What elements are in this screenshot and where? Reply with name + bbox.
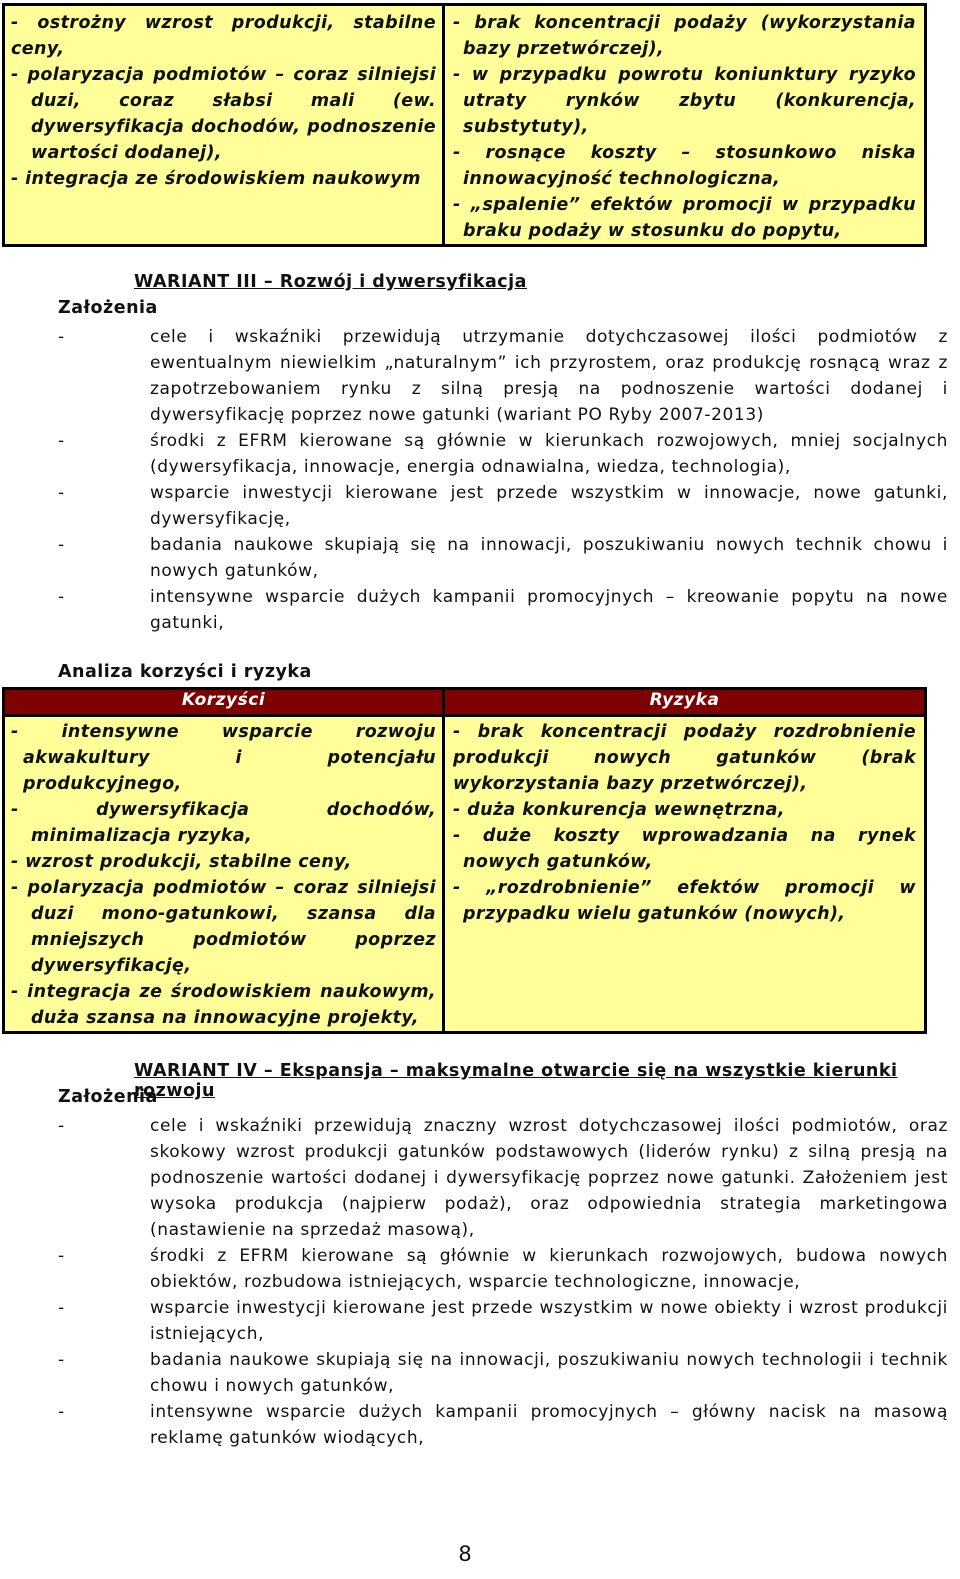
top-risk-item: - brak koncentracji podaży (wykorzystania bazy przetwórczej), — [453, 13, 916, 59]
list-item: - cele i wskaźniki przewidują znaczny wzrost dotychczasowej ilości podmiotów, oraz skokowy wzrost produkcji gatunków podstawowych (liderów rynku) z silną presją na podnoszenie wartości dodanej i dywersyfikację poprzez nowe gatunki. Założeniem jest wysoka produkcja (najpierw podaż), oraz odpowiednia strategia marketingowa (nastawienie na sprzedaż masową), — [58, 1116, 948, 1240]
benefit-item: - intensywne wsparcie rozwoju akwakultury i potencjału produkcyjnego, — [11, 722, 436, 794]
top-risks-cell — [444, 5, 926, 246]
list-item: - intensywne wsparcie dużych kampanii promocyjnych – główny nacisk na masową reklamę gatunków wiodących, — [58, 1402, 948, 1448]
top-benefit-item: - ostrożny wzrost produkcji, stabilne ceny, — [11, 13, 436, 59]
risks-header: Ryzyka — [444, 689, 926, 716]
variant4-heading: WARIANT IV – Ekspansja – maksymalne otwarcie się na wszystkie kierunki rozwoju — [134, 1061, 898, 1101]
variant3-risk-table — [2, 687, 927, 1034]
list-item: - cele i wskaźniki przewidują utrzymanie dotychczasowej ilości podmiotów z ewentualnym niewielkim „naturalnym” ich przyrostem, oraz produkcję rosnącą wraz z zapotrzebowaniem rynku z silną presją na podnoszenie wartości dodanej i dywersyfikację poprzez nowe gatunki (wariant PO Ryby 2007-2013) — [58, 327, 948, 425]
top-risk-item: - „spalenie” efektów promocji w przypadku braku podaży w stosunku do popytu, — [453, 195, 916, 241]
benefit-item: - polaryzacja podmiotów – coraz silniejsi duzi mono-gatunkowi, szansa dla mniejszych podmiotów poprzez dywersyfikację, — [11, 878, 436, 976]
variant3-assumptions-list — [58, 324, 948, 636]
list-item: - intensywne wsparcie dużych kampanii promocyjnych – kreowanie popytu na nowe gatunki, — [58, 587, 948, 633]
top-benefit-item: - integracja ze środowiskiem naukowym — [11, 169, 421, 189]
risk-item: - duża konkurencja wewnętrzna, — [453, 800, 785, 820]
benefits-cell — [4, 716, 444, 1033]
list-item: - środki z EFRM kierowane są głównie w kierunkach rozwojowych, budowa nowych obiektów, rozbudowa istniejących, wsparcie technologiczne, innowacje, — [58, 1246, 948, 1292]
top-risk-item: - rosnące koszty – stosunkowo niska innowacyjność technologiczna, — [453, 143, 916, 189]
risk-item: - brak koncentracji podaży rozdrobnienie produkcji nowych gatunków (brak wykorzystania bazy przetwórczej), — [453, 722, 916, 794]
benefit-item: - wzrost produkcji, stabilne ceny, — [11, 852, 352, 872]
risk-item: - duże koszty wprowadzania na rynek nowych gatunków, — [453, 826, 916, 872]
variant4-assumptions-label: Założenia — [58, 1087, 158, 1107]
list-item: - badania naukowe skupiają się na innowacji, poszukiwaniu nowych technik chowu i nowych gatunków, — [58, 535, 948, 581]
variant4-assumptions-list — [58, 1113, 948, 1451]
top-benefit-item: - polaryzacja podmiotów – coraz silniejsi duzi, coraz słabsi mali (ew. dywersyfikacja dochodów, podnoszenie wartości dodanej), — [11, 65, 436, 163]
top-risk-item: - w przypadku powrotu koniunktury ryzyko utraty rynków zbytu (konkurencja, substytuty), — [453, 65, 916, 137]
page-number: 8 — [458, 1542, 472, 1566]
variant3-assumptions-label: Założenia — [58, 298, 158, 318]
list-item: - wsparcie inwestycji kierowane jest przede wszystkim w nowe obiekty i wzrost produkcji istniejących, — [58, 1298, 948, 1344]
variant3-analysis-label: Analiza korzyści i ryzyka — [58, 662, 312, 682]
top-benefits-cell — [4, 5, 444, 246]
list-item: - wsparcie inwestycji kierowane jest przede wszystkim w innowacje, nowe gatunki, dywersyfikację, — [58, 483, 948, 529]
list-item: - badania naukowe skupiają się na innowacji, poszukiwaniu nowych technologii i technik chowu i nowych gatunków, — [58, 1350, 948, 1396]
top-risk-table — [2, 3, 927, 247]
list-item: - środki z EFRM kierowane są głównie w kierunkach rozwojowych, mniej socjalnych (dywersyfikacja, innowacje, energia odnawialna, wiedza, technologia), — [58, 431, 948, 477]
variant3-heading: WARIANT III – Rozwój i dywersyfikacja — [134, 272, 527, 292]
benefits-header: Korzyści — [4, 689, 444, 716]
risk-item: - „rozdrobnienie” efektów promocji w przypadku wielu gatunków (nowych), — [453, 878, 916, 924]
benefit-item: - integracja ze środowiskiem naukowym, duża szansa na innowacyjne projekty, — [11, 982, 436, 1028]
risks-cell — [444, 716, 926, 1033]
benefit-item: - dywersyfikacja dochodów, minimalizacja ryzyka, — [11, 800, 436, 846]
